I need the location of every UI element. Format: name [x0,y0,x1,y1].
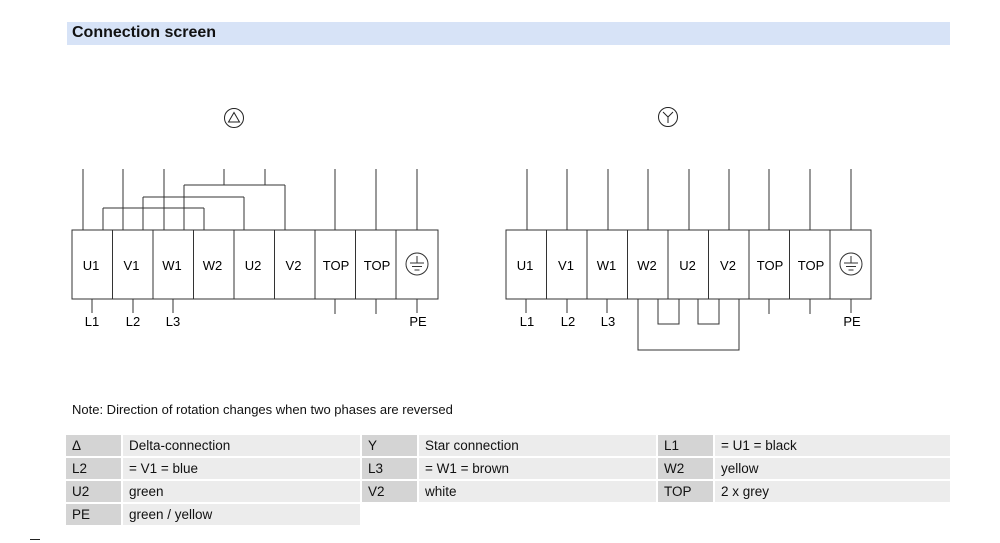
terminal-label: W1 [596,258,617,273]
terminal-label: V2 [720,258,736,273]
star-symbol-icon [659,108,678,127]
terminal-label: W2 [202,258,223,273]
legend-key: L1 [658,435,713,456]
terminal-label: U2 [244,258,262,273]
legend-value: = W1 = brown [419,458,656,479]
legend-key: U2 [66,481,121,502]
star-top-wiring [527,169,851,230]
line-label-l3: L3 [600,314,616,329]
line-label-l1: L1 [519,314,535,329]
delta-symbol-icon [225,109,244,128]
pe-label: PE [409,314,427,329]
legend-value: = V1 = blue [123,458,360,479]
legend-key: L2 [66,458,121,479]
delta-terminal-block [72,230,438,299]
terminal-label: W1 [162,258,182,273]
line-label-l2: L2 [560,314,576,329]
delta-bottom-wiring [92,299,417,314]
terminal-box [396,230,438,299]
terminal-label: U2 [679,258,696,273]
terminal-label: TOP [363,258,391,273]
rotation-note: Note: Direction of rotation changes when two phases are reversed [72,402,453,417]
terminal-label: U1 [82,258,100,273]
terminal-box [830,230,871,299]
line-label-l3: L3 [165,314,181,329]
legend-key: V2 [362,481,417,502]
legend-value: Delta-connection [123,435,360,456]
page-title: Connection screen [72,24,217,41]
legend-key: Y [362,435,417,456]
terminal-label: TOP [322,258,350,273]
legend-key: PE [66,504,121,525]
pe-label: PE [843,314,861,329]
terminal-label: TOP [756,258,784,273]
delta-top-wiring [83,169,417,230]
legend-value: yellow [715,458,950,479]
legend-key: TOP [658,481,713,502]
legend-key: Δ [66,435,121,456]
legend-value: white [419,481,656,502]
terminal-label: V1 [558,258,574,273]
terminal-label: TOP [797,258,825,273]
legend-key: W2 [658,458,713,479]
terminal-label: U1 [516,258,534,273]
legend-value: green / yellow [123,504,360,525]
terminal-label: V2 [285,258,302,273]
legend-value: 2 x grey [715,481,950,502]
star-terminal-block [506,230,871,299]
terminal-label: W2 [637,258,657,273]
legend-value: = U1 = black [715,435,950,456]
legend-value: Star connection [419,435,656,456]
line-label-l1: L1 [84,314,100,329]
legend-key: L3 [362,458,417,479]
legend-value: green [123,481,360,502]
page-marker [30,539,40,540]
line-label-l2: L2 [125,314,141,329]
terminal-label: V1 [123,258,140,273]
